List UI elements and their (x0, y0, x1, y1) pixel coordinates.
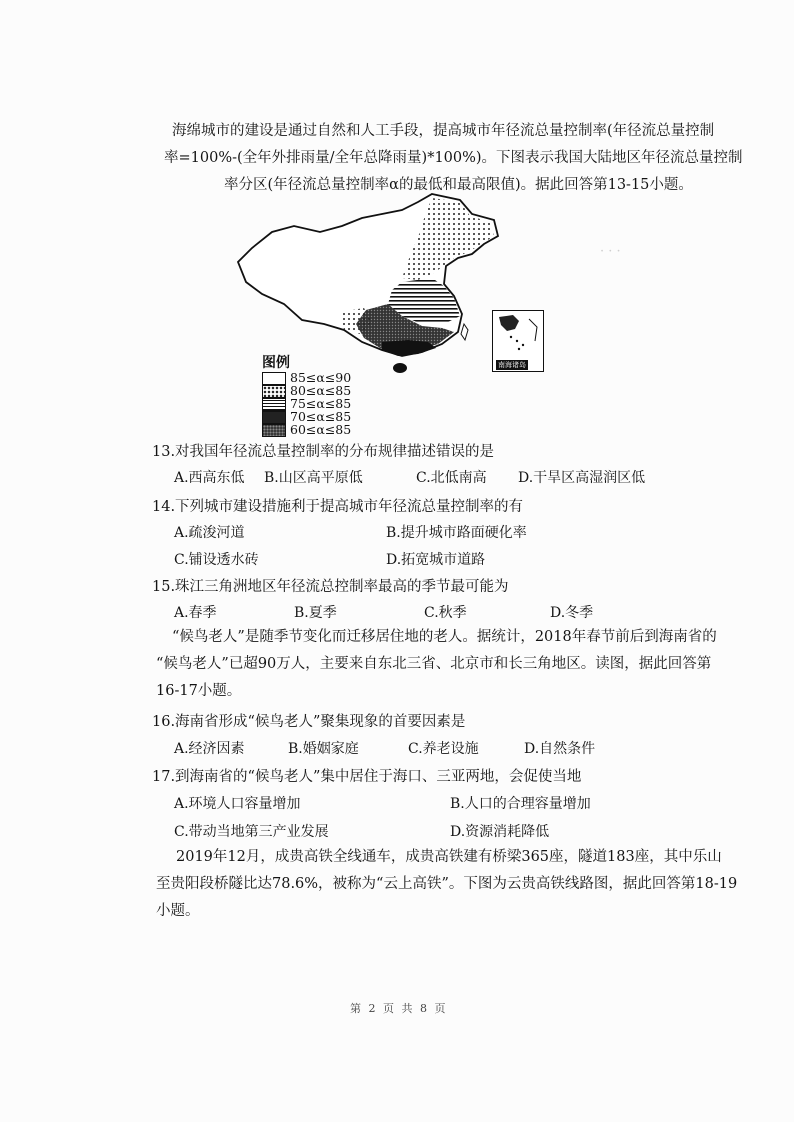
q14-option-c[interactable]: C.铺设透水砖 (174, 552, 259, 568)
question-16-stem: 16.海南省形成“候鸟老人”聚集现象的首要因素是 (152, 714, 466, 730)
question-14-stem: 14.下列城市建设措施利于提高城市年径流总量控制率的有 (152, 499, 524, 515)
passage3-line-2: 至贵阳段桥隧比达78.6%，被称为“云上高铁”。下图为云贵高铁线路图，据此回答第18-19 (156, 876, 738, 892)
inset-label: 南海诸岛 (498, 361, 526, 369)
q14-option-b[interactable]: B.提升城市路面硬化率 (386, 525, 527, 541)
q16-option-b[interactable]: B.婚姻家庭 (288, 741, 359, 757)
question-15-stem: 15.珠江三角洲地区年径流总控制率最高的季节最可能为 (152, 579, 509, 595)
legend-item: 75≤α≤85 (262, 397, 351, 411)
q15-option-c[interactable]: C.秋季 (424, 605, 467, 621)
question-13-stem: 13.对我国年径流总量控制率的分布规律描述错误的是 (152, 444, 495, 460)
legend-item: 85≤α≤90 (262, 371, 351, 385)
legend-item: 60≤α≤85 (262, 423, 351, 437)
q13-option-d[interactable]: D.干旱区高湿润区低 (518, 470, 646, 486)
passage2-line-1: “候鸟老人”是随季节变化而迁移居住地的老人。据统计，2018年春节前后到海南省的 (172, 629, 717, 645)
legend-item: 70≤α≤85 (262, 410, 351, 424)
intro-line-2: 率=100%-(全年外排雨量/全年总降雨量)*100%)。下图表示我国大陆地区年径流总量控制 (164, 150, 743, 166)
q17-option-a[interactable]: A.环境人口容量增加 (174, 796, 301, 812)
intro-line-1: 海绵城市的建设是通过自然和人工手段，提高城市年径流总量控制率(年径流总量控制 (172, 123, 715, 139)
passage3-line-3: 小题。 (156, 903, 200, 919)
q13-option-a[interactable]: A.西高东低 (174, 470, 245, 486)
bleed-through: · · · (600, 244, 621, 259)
passage2-line-2: “候鸟老人”已超90万人，主要来自东北三省、北京市和长三角地区。读图，据此回答第 (156, 656, 712, 672)
q16-option-c[interactable]: C.养老设施 (408, 741, 479, 757)
q14-option-d[interactable]: D.拓宽城市道路 (386, 552, 486, 568)
q15-option-b[interactable]: B.夏季 (294, 605, 337, 621)
q15-option-d[interactable]: D.冬季 (550, 605, 594, 621)
question-17-stem: 17.到海南省的“候鸟老人”集中居住于海口、三亚两地，会促使当地 (152, 769, 582, 785)
q17-option-b[interactable]: B.人口的合理容量增加 (450, 796, 591, 812)
q15-option-a[interactable]: A.春季 (174, 605, 217, 621)
q13-option-c[interactable]: C.北低南高 (416, 470, 487, 486)
zone-south-coast (382, 340, 436, 356)
taiwan-island (461, 324, 468, 340)
q13-option-b[interactable]: B.山区高平原低 (264, 470, 363, 486)
q16-option-a[interactable]: A.经济因素 (174, 741, 245, 757)
south-china-sea-inset (492, 310, 544, 372)
passage3-line-1: 2019年12月，成贵高铁全线通车，成贵高铁建有桥梁365座，隧道183座，其中乐山 (176, 849, 722, 865)
passage2-line-3: 16-17小题。 (156, 683, 242, 699)
legend-swatch-dense (262, 424, 286, 437)
legend-item: 80≤α≤85 (262, 384, 351, 398)
hainan-island (393, 363, 407, 373)
legend-title: 图例 (262, 355, 290, 371)
q14-option-a[interactable]: A.疏浚河道 (174, 525, 245, 541)
inset-map (493, 311, 543, 357)
intro-line-3: 率分区(年径流总量控制率α的最低和最高限值)。据此回答第13-15小题。 (224, 177, 693, 193)
page-footer: 第 2 页 共 8 页 (350, 1002, 448, 1015)
q17-option-c[interactable]: C.带动当地第三产业发展 (174, 824, 329, 840)
q17-option-d[interactable]: D.资源消耗降低 (450, 824, 550, 840)
q16-option-d[interactable]: D.自然条件 (524, 741, 596, 757)
